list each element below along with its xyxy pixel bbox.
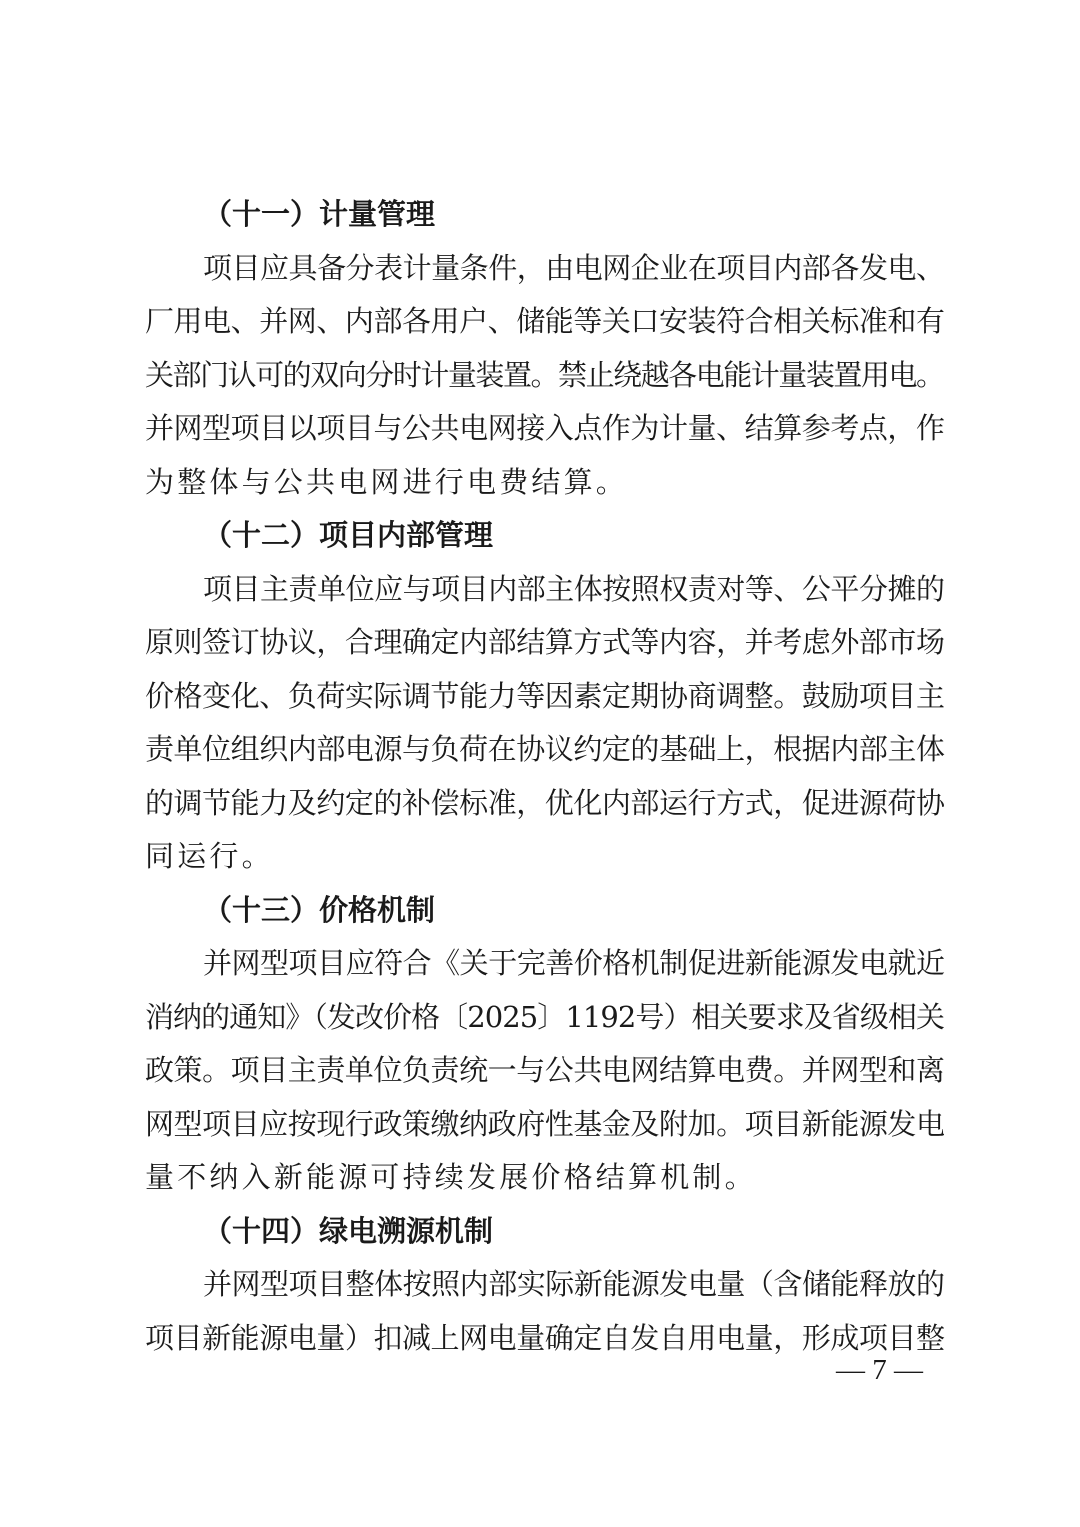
paragraph-line: 同运行。 — [145, 839, 274, 873]
paragraph-line: 为整体与公共电网进行电费结算。 — [145, 464, 629, 499]
paragraph-line: 价格变化、负荷实际调节能力等因素定期协商调整。鼓励项目主 — [145, 678, 945, 713]
section-heading-pricing: （十三）价格机制 — [203, 892, 436, 927]
paragraph-line: 并网型项目以项目与公共电网接入点作为计量、结算参考点，作 — [145, 411, 945, 445]
paragraph-line: 并网型项目应符合《关于完善价格机制促进新能源发电就近 — [203, 946, 945, 980]
paragraph-line: 网型项目应按现行政策缴纳政府性基金及附加。项目新能源发电 — [145, 1106, 945, 1141]
section-paragraph-pricing — [145, 937, 945, 1205]
paragraph-line: 原则签订协议，合理确定内部结算方式等内容，并考虑外部市场 — [145, 625, 945, 659]
paragraph-line: 的调节能力及约定的补偿标准，优化内部运行方式，促进源荷协 — [145, 785, 945, 820]
paragraph-line: 责单位组织内部电源与负荷在协议约定的基础上，根据内部主体 — [145, 732, 945, 766]
paragraph-line: 消纳的通知》（发改价格〔2025〕1192号）相关要求及省级相关 — [145, 999, 945, 1034]
paragraph-line: 厂用电、并网、内部各用户、储能等关口安装符合相关标准和有 — [145, 304, 945, 338]
paragraph-line: 项目新能源电量）扣减上网电量确定自发自用电量，形成项目整 — [145, 1320, 945, 1355]
section-paragraph-internal-management — [145, 563, 945, 884]
page-number: — 7 — — [836, 1354, 923, 1386]
paragraph-line: 项目应具备分表计量条件，由电网企业在项目内部各发电、 — [203, 250, 945, 285]
section-paragraph-green-traceability — [145, 1258, 945, 1365]
section-heading-internal-management: （十二）项目内部管理 — [203, 518, 494, 552]
document-body — [145, 188, 945, 1365]
paragraph-line: 量不纳入新能源可持续发展价格结算机制。 — [145, 1160, 757, 1194]
section-heading-metering: （十一）计量管理 — [203, 197, 436, 231]
section-heading-green-traceability: （十四）绿电溯源机制 — [203, 1213, 494, 1248]
paragraph-line: 政策。项目主责单位负责统一与公共电网结算电费。并网型和离 — [145, 1053, 945, 1087]
paragraph-line: 并网型项目整体按照内部实际新能源发电量（含储能释放的 — [203, 1267, 945, 1301]
paragraph-line: 关部门认可的双向分时计量装置。禁止绕越各电能计量装置用电。 — [145, 357, 944, 392]
paragraph-line: 项目主责单位应与项目内部主体按照权责对等、公平分摊的 — [203, 571, 945, 606]
section-paragraph-metering — [145, 242, 945, 510]
